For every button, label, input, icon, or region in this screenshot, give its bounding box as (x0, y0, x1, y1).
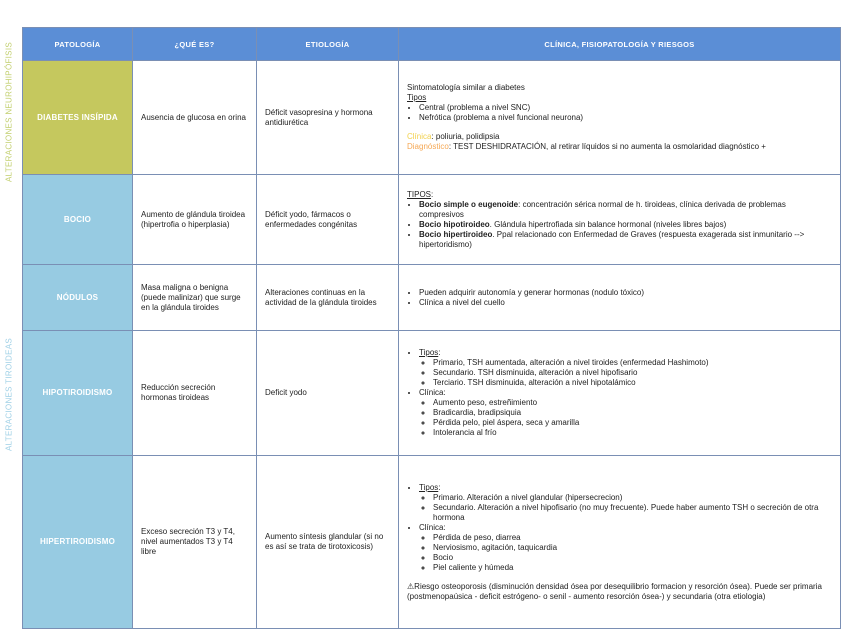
que-es-cell: Aumento de glándula tiroidea (hipertrofia o hiperplasia) (133, 175, 257, 265)
list-item: ◦ Pérdida de peso, diarrea (433, 533, 832, 543)
clinica-cell (399, 61, 841, 175)
list-item: • Tipos: ◦ Primario, TSH aumentada, alteración a nivel tiroides (enfermedad Hashimoto) ◦ Secundario. TSH disminuida, alteración a nivel hipofisario ◦ Terciario. TSH disminuida, alteración a nivel hipotalámico (419, 348, 832, 388)
row-hipertiroidismo (23, 456, 841, 629)
pathology-name: BOCIO (23, 175, 133, 265)
diagnostico-text: : TEST DESHIDRATACIÓN, al retirar líquidos si no aumenta la osmolaridad diagnóstico + (448, 142, 766, 151)
list-item: • Clínica a nivel del cuello (419, 298, 832, 308)
clinica-list (419, 398, 832, 438)
item-text: : concentración sérica normal de h. tiroideas, clínica derivada de problemas compresivos (419, 199, 786, 219)
tipos-label: TIPOS (407, 189, 432, 199)
list-item: ◦ Nerviosismo, agitación, taquicardia (433, 543, 832, 553)
list-item: • Tipos: ◦ Primario. Alteración a nivel glandular (hipersecrecion) ◦ Secundario. Alteración a nivel hipofisario (no muy frecuente). Puede haber aumento TSH o secreción de otra hormona (419, 483, 832, 523)
etiologia-cell: Deficit yodo (257, 331, 399, 456)
list-item: ◦ Primario, TSH aumentada, alteración a nivel tiroides (enfermedad Hashimoto) (433, 358, 832, 368)
clinica-text: : poliuria, polidipsia (431, 132, 500, 141)
list-item: ◦ Primario. Alteración a nivel glandular (hipersecrecion) (433, 493, 832, 503)
list-item (419, 388, 832, 438)
tipos-list (407, 103, 832, 123)
que-es-cell: Masa maligna o benigna (puede malinizar) que surge en la glándula tiroides (133, 265, 257, 331)
list-item (419, 200, 832, 220)
clinica-label: Clínica (407, 132, 432, 141)
list-item (419, 523, 832, 573)
row-nodulos (23, 265, 841, 331)
etiologia-cell: Alteraciones continuas en la actividad de la glándula tiroides (257, 265, 399, 331)
riesgo-osteoporosis-text: ⚠Riesgo osteoporosis (disminución densidad ósea por desequilibrio formacion y resorción ósea). Puede ser primaria (postmenopaúsica - deficit estrógeno- o senil - aumento resorción ósea-) y secundaria (otra etiologia) (407, 581, 822, 601)
header-que-es: ¿QUÉ ES? (133, 28, 257, 61)
tipos-list (419, 358, 832, 388)
tipos-label: Tipos (407, 93, 427, 102)
header-patologia: PATOLOGÍA (23, 28, 133, 61)
que-es-cell: Ausencia de glucosa en orina (133, 61, 257, 175)
clinica-list (419, 533, 832, 573)
items-list (407, 288, 832, 308)
outer-list (407, 483, 832, 573)
row-bocio (23, 175, 841, 265)
list-item: ◦ Bradicardia, bradipsiquia (433, 408, 832, 418)
tipos-list (419, 493, 832, 523)
item-bold: Bocio simple o eugenoide (419, 199, 519, 209)
row-hipotiroidismo (23, 331, 841, 456)
list-item: ◦ Aumento peso, estreñimiento (433, 398, 832, 408)
list-item: ◦ Piel caliente y húmeda (433, 563, 832, 573)
clinica-label: Clínica: (419, 388, 446, 397)
header-row (23, 28, 841, 61)
side-label-tiroideas: ALTERACIONES TIROIDEAS (4, 338, 14, 452)
list-item: • Nefrótica (problema a nivel funcional neurona) (419, 113, 832, 123)
row-diabetes-insipida (23, 61, 841, 175)
clinica-cell: TIPOS: • Bocio simple o eugenoide: concentración sérica normal de h. tiroideas, clínica derivada de problemas compresivos • Bocio hipotiroideo. Glándula hipertrofiada sin balance hormonal (niveles libres bajos) • Bocio hipertiroideo. Ppal relacionado con Enfermedad de Graves (respuesta exagerada sist inmunitario --> hipertoridismo) (399, 175, 841, 265)
tipos-list (407, 200, 832, 250)
list-item (419, 220, 832, 230)
etiologia-cell: Déficit vasopresina y hormona antidiurética (257, 61, 399, 175)
etiologia-cell: Déficit yodo, fármacos o enfermedades congénitas (257, 175, 399, 265)
pathology-table (22, 27, 841, 629)
clinica-label: Clínica: (419, 522, 446, 532)
item-text: . Glándula hipertrofiada sin balance hormonal (niveles libres bajos) (489, 219, 727, 229)
que-es-cell: Reducción secreción hormonas tiroideas (133, 331, 257, 456)
intro-text: Sintomatología similar a diabetes (407, 83, 525, 92)
tipos-label: Tipos (419, 482, 439, 492)
diagnostico-label: Diagnóstico (407, 142, 449, 151)
que-es-cell: Exceso secreción T3 y T4, nivel aumentados T3 y T4 libre (133, 456, 257, 629)
item-bold: Bocio hipotiroideo (419, 219, 490, 229)
item-bold: Bocio hipertiroideo (419, 229, 493, 239)
item-text: . Ppal relacionado con Enfermedad de Graves (respuesta exagerada sist inmunitario --> hipertoridismo) (419, 229, 805, 249)
list-item: ◦ Pérdida pelo, piel áspera, seca y amarilla (433, 418, 832, 428)
pathology-name: DIABETES INSÍPIDA (23, 61, 133, 175)
list-item: ◦ Secundario. TSH disminuida, alteración a nivel hipofisario (433, 368, 832, 378)
pathology-name: HIPERTIROIDISMO (23, 456, 133, 629)
list-item: • Central (problema a nivel SNC) (419, 103, 832, 113)
list-item: ◦ Bocio (433, 553, 832, 563)
clinica-cell (399, 265, 841, 331)
side-label-neurohipofisis: ALTERACIONES NEUROHIPÓFISIS (4, 42, 14, 183)
clinica-cell (399, 456, 841, 629)
clinica-cell (399, 331, 841, 456)
header-clinica: CLÍNICA, FISIOPATOLOGÍA Y RIESGOS (399, 28, 841, 61)
pathology-name: HIPOTIROIDISMO (23, 331, 133, 456)
etiologia-cell: Aumento síntesis glandular (si no es así se trata de tirotoxicosis) (257, 456, 399, 629)
header-etiologia: ETIOLOGÍA (257, 28, 399, 61)
pathology-name: NÓDULOS (23, 265, 133, 331)
tipos-label: Tipos (419, 348, 439, 357)
outer-list (407, 348, 832, 438)
list-item: ◦ Terciario. TSH disminuida, alteración a nivel hipotalámico (433, 378, 832, 388)
list-item: ◦ Secundario. Alteración a nivel hipofisario (no muy frecuente). Puede haber aumento TSH o secreción de otra hormona (433, 503, 832, 523)
list-item (419, 230, 832, 250)
list-item: • Pueden adquirir autonomía y generar hormonas (nodulo tóxico) (419, 288, 832, 298)
list-item: ◦ Intolerancia al frío (433, 428, 832, 438)
